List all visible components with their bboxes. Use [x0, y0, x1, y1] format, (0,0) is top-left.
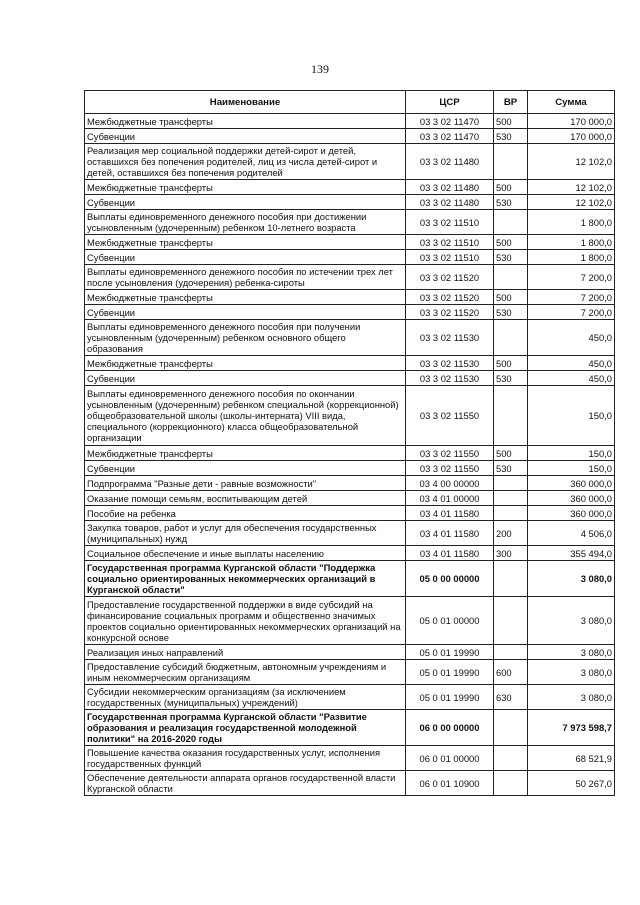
row-sum: 3 080,0 [528, 561, 615, 597]
row-name: Межбюджетные трансферты [85, 356, 406, 371]
row-name: Межбюджетные трансферты [85, 114, 406, 129]
row-vr: 530 [494, 305, 528, 320]
row-csr: 03 3 02 11520 [406, 290, 494, 305]
row-csr: 03 3 02 11480 [406, 144, 494, 180]
row-csr: 05 0 01 00000 [406, 597, 494, 645]
row-vr [494, 710, 528, 746]
page-number: 139 [311, 62, 329, 76]
row-name: Субвенции [85, 461, 406, 476]
row-csr: 03 4 01 11580 [406, 506, 494, 521]
row-vr [494, 645, 528, 660]
row-name: Повышение качества оказания государственных услуг, исполнения государственных функций [85, 746, 406, 771]
row-vr: 500 [494, 180, 528, 195]
table-row [85, 290, 615, 305]
row-csr: 03 3 02 11550 [406, 446, 494, 461]
row-sum: 360 000,0 [528, 506, 615, 521]
row-vr [494, 746, 528, 771]
table-row [85, 129, 615, 144]
table-row [85, 491, 615, 506]
row-csr: 05 0 01 19990 [406, 685, 494, 710]
row-name: Реализация мер социальной поддержки детей-сирот и детей, оставшихся без попечения родителей, лиц из числа детей-сирот и детей, оставшихся без попечения родителей [85, 144, 406, 180]
row-sum: 1 800,0 [528, 235, 615, 250]
table-row [85, 461, 615, 476]
row-name: Обеспечение деятельности аппарата органов государственной власти Курганской области [85, 771, 406, 796]
table-row [85, 506, 615, 521]
row-sum: 450,0 [528, 356, 615, 371]
table-row [85, 114, 615, 129]
row-vr: 530 [494, 461, 528, 476]
row-csr: 03 3 02 11550 [406, 386, 494, 446]
row-name: Субвенции [85, 195, 406, 210]
table-row [85, 746, 615, 771]
row-vr [494, 210, 528, 235]
row-csr: 03 3 02 11530 [406, 371, 494, 386]
row-vr: 200 [494, 521, 528, 546]
row-csr: 03 3 02 11510 [406, 210, 494, 235]
row-csr: 03 4 01 00000 [406, 491, 494, 506]
row-vr: 500 [494, 114, 528, 129]
row-vr: 600 [494, 660, 528, 685]
header-vr: ВР [494, 91, 528, 114]
row-sum: 150,0 [528, 446, 615, 461]
row-vr [494, 506, 528, 521]
row-csr: 03 3 02 11530 [406, 356, 494, 371]
row-vr: 530 [494, 195, 528, 210]
row-sum: 1 800,0 [528, 250, 615, 265]
row-sum: 3 080,0 [528, 645, 615, 660]
table-row [85, 685, 615, 710]
row-vr [494, 561, 528, 597]
table-row [85, 250, 615, 265]
row-vr: 300 [494, 546, 528, 561]
row-sum: 68 521,9 [528, 746, 615, 771]
table-body [85, 114, 615, 796]
budget-table [84, 90, 615, 796]
row-name: Субвенции [85, 129, 406, 144]
row-sum: 170 000,0 [528, 114, 615, 129]
table-row [85, 386, 615, 446]
row-sum: 7 200,0 [528, 305, 615, 320]
row-vr: 500 [494, 356, 528, 371]
row-name: Межбюджетные трансферты [85, 180, 406, 195]
table-row [85, 476, 615, 491]
row-csr: 03 3 02 11510 [406, 250, 494, 265]
row-csr: 03 4 00 00000 [406, 476, 494, 491]
row-sum: 4 506,0 [528, 521, 615, 546]
table-row [85, 521, 615, 546]
table-row [85, 235, 615, 250]
header-name: Наименование [85, 91, 406, 114]
table-row [85, 305, 615, 320]
table-row [85, 144, 615, 180]
row-csr: 06 0 01 00000 [406, 746, 494, 771]
table-row [85, 446, 615, 461]
row-csr: 05 0 01 19990 [406, 645, 494, 660]
table-row [85, 561, 615, 597]
table-row [85, 645, 615, 660]
row-vr [494, 771, 528, 796]
row-name: Субсидии некоммерческим организациям (за исключением государственных (муниципальных) учреждений) [85, 685, 406, 710]
table-row [85, 371, 615, 386]
row-name: Межбюджетные трансферты [85, 235, 406, 250]
table-header-row [85, 91, 615, 114]
row-name: Выплаты единовременного денежного пособия по истечении трех лет после усыновления (удочерения) ребенка-сироты [85, 265, 406, 290]
row-vr [494, 265, 528, 290]
table-row [85, 210, 615, 235]
row-vr [494, 144, 528, 180]
row-sum: 50 267,0 [528, 771, 615, 796]
row-name: Выплаты единовременного денежного пособия по окончании усыновленным (удочеренным) ребенком специальной (коррекционной) общеобразовательной школы (школы-интерната) VIII вида, специального (коррекционного) класса общеобразовательной организации [85, 386, 406, 446]
row-sum: 355 494,0 [528, 546, 615, 561]
table-row [85, 195, 615, 210]
table-row [85, 356, 615, 371]
row-name: Предоставление субсидий бюджетным, автономным учреждениям и иным некоммерческим организациям [85, 660, 406, 685]
row-vr: 530 [494, 129, 528, 144]
row-csr: 03 3 02 11550 [406, 461, 494, 476]
row-csr: 06 0 01 10900 [406, 771, 494, 796]
row-vr: 530 [494, 250, 528, 265]
row-vr [494, 491, 528, 506]
row-vr [494, 386, 528, 446]
row-sum: 360 000,0 [528, 491, 615, 506]
row-name: Закупка товаров, работ и услуг для обеспечения государственных (муниципальных) нужд [85, 521, 406, 546]
row-vr [494, 476, 528, 491]
row-name: Подпрограмма "Разные дети - равные возможности" [85, 476, 406, 491]
row-sum: 150,0 [528, 386, 615, 446]
row-csr: 03 3 02 11520 [406, 305, 494, 320]
row-csr: 03 3 02 11530 [406, 320, 494, 356]
row-sum: 12 102,0 [528, 195, 615, 210]
table-row [85, 771, 615, 796]
row-csr: 03 4 01 11580 [406, 521, 494, 546]
row-sum: 3 080,0 [528, 685, 615, 710]
table-row [85, 320, 615, 356]
row-name: Выплаты единовременного денежного пособия при достижении усыновленным (удочеренным) ребенком 10-летнего возраста [85, 210, 406, 235]
row-sum: 12 102,0 [528, 180, 615, 195]
row-sum: 3 080,0 [528, 660, 615, 685]
row-sum: 7 200,0 [528, 265, 615, 290]
row-csr: 06 0 00 00000 [406, 710, 494, 746]
row-name: Оказание помощи семьям, воспитывающим детей [85, 491, 406, 506]
row-vr: 500 [494, 446, 528, 461]
table-row [85, 597, 615, 645]
row-vr: 530 [494, 371, 528, 386]
row-name: Предоставление государственной поддержки в виде субсидий на финансирование социальных программ и общественно значимых проектов социально ориентированных некоммерческих организаций на конкурсной основе [85, 597, 406, 645]
header-sum: Сумма [528, 91, 615, 114]
row-csr: 03 3 02 11520 [406, 265, 494, 290]
row-sum: 12 102,0 [528, 144, 615, 180]
row-vr: 500 [494, 235, 528, 250]
table-row [85, 710, 615, 746]
row-name: Социальное обеспечение и иные выплаты населению [85, 546, 406, 561]
row-sum: 3 080,0 [528, 597, 615, 645]
row-csr: 03 3 02 11480 [406, 180, 494, 195]
row-sum: 360 000,0 [528, 476, 615, 491]
row-sum: 7 973 598,7 [528, 710, 615, 746]
row-csr: 05 0 00 00000 [406, 561, 494, 597]
row-name: Межбюджетные трансферты [85, 290, 406, 305]
table-row [85, 546, 615, 561]
row-name: Субвенции [85, 305, 406, 320]
row-sum: 7 200,0 [528, 290, 615, 305]
row-sum: 450,0 [528, 320, 615, 356]
row-vr [494, 320, 528, 356]
row-csr: 03 4 01 11580 [406, 546, 494, 561]
row-name: Пособие на ребенка [85, 506, 406, 521]
row-csr: 03 3 02 11470 [406, 129, 494, 144]
row-name: Государственная программа Курганской области "Поддержка социально ориентированных некоммерческих организаций в Курганской области" [85, 561, 406, 597]
row-name: Межбюджетные трансферты [85, 446, 406, 461]
row-name: Реализация иных направлений [85, 645, 406, 660]
table-row [85, 265, 615, 290]
row-sum: 1 800,0 [528, 210, 615, 235]
row-csr: 03 3 02 11510 [406, 235, 494, 250]
row-csr: 03 3 02 11470 [406, 114, 494, 129]
row-csr: 05 0 01 19990 [406, 660, 494, 685]
row-sum: 170 000,0 [528, 129, 615, 144]
table-row [85, 180, 615, 195]
row-vr [494, 597, 528, 645]
header-csr: ЦСР [406, 91, 494, 114]
row-vr: 500 [494, 290, 528, 305]
row-name: Субвенции [85, 371, 406, 386]
table-row [85, 660, 615, 685]
row-vr: 630 [494, 685, 528, 710]
row-csr: 03 3 02 11480 [406, 195, 494, 210]
row-name: Субвенции [85, 250, 406, 265]
row-name: Государственная программа Курганской области "Развитие образования и реализация государственной молодежной политики" на 2016-2020 годы [85, 710, 406, 746]
row-name: Выплаты единовременного денежного пособия при получении усыновленным (удочеренным) ребенком основного общего образования [85, 320, 406, 356]
row-sum: 450,0 [528, 371, 615, 386]
row-sum: 150,0 [528, 461, 615, 476]
